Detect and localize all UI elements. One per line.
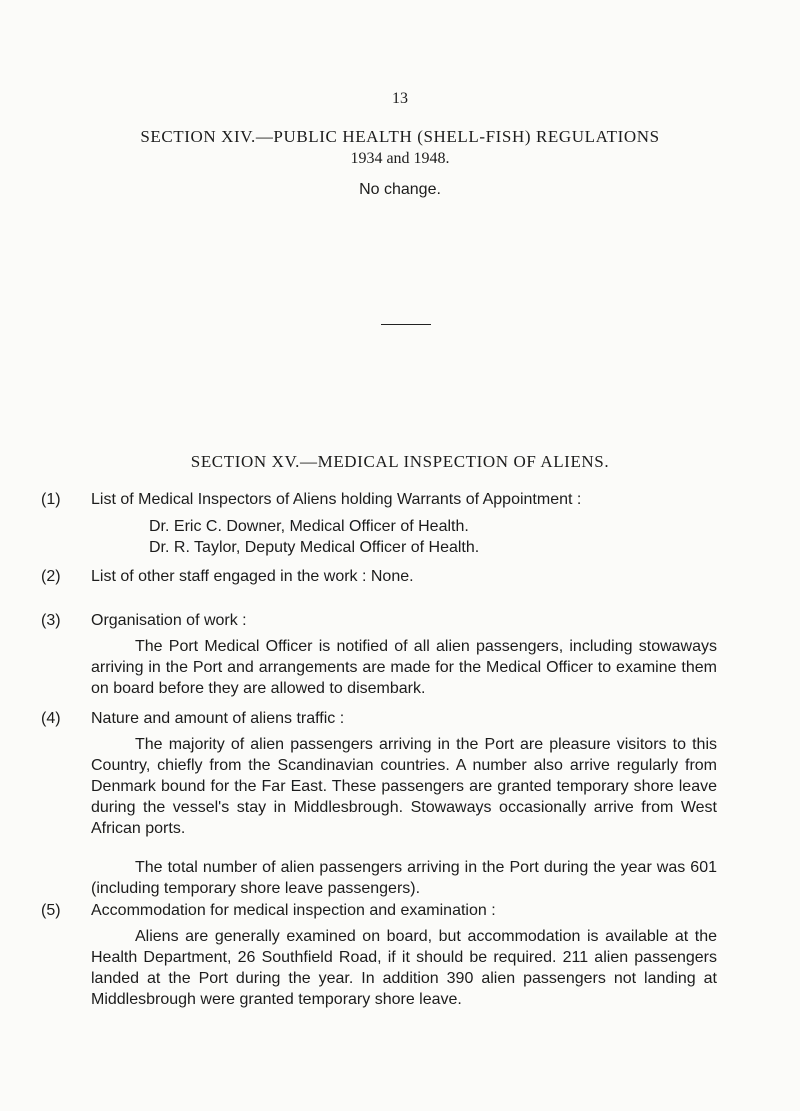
inspector-list: [149, 516, 479, 558]
item-number: (4): [41, 710, 61, 727]
inspector-entry: Dr. Eric C. Downer, Medical Officer of Health.: [149, 518, 469, 535]
paragraph-text: The majority of alien passengers arriving in the Port are pleasure visitors to this Country, chiefly from the Scandinavian countries. A number also arrive regularly from Denmark bound for the Far East. These passengers are granted temporary shore leave during the vessel's stay in Middlesbrough. Stowaways occasionally arrive from West African ports.: [91, 736, 717, 837]
page-number: 13: [392, 90, 408, 107]
item-heading: Accommodation for medical inspection and examination :: [91, 902, 496, 919]
item-heading: Nature and amount of aliens traffic :: [91, 710, 345, 727]
item-heading: Organisation of work :: [91, 612, 247, 629]
section-15-title: SECTION XV.—MEDICAL INSPECTION OF ALIENS.: [190, 452, 610, 471]
item-heading: List of other staff engaged in the work : None.: [91, 568, 414, 585]
section-divider: [381, 324, 431, 325]
paragraph-text: The total number of alien passengers arriving in the Port during the year was 601 (including temporary shore leave passengers).: [91, 859, 717, 897]
item-number: (1): [41, 491, 61, 508]
section-14-body: No change.: [359, 181, 441, 198]
section-14-title: SECTION XIV.—PUBLIC HEALTH (SHELL-FISH) REGULATIONS: [140, 127, 660, 146]
item-number: (3): [41, 612, 61, 629]
paragraph-text: Aliens are generally examined on board, but accommodation is available at the Health Department, 26 Southfield Road, if it should be required. 211 alien passengers landed at the Port during the year. In addition 390 alien passengers not landing at Middlesbrough were granted temporary shore leave.: [91, 928, 717, 1008]
section-14-subtitle: 1934 and 1948.: [350, 150, 450, 167]
item-number: (5): [41, 902, 61, 919]
item-number: (2): [41, 568, 61, 585]
item-paragraph: [91, 636, 717, 699]
paragraph-text: The Port Medical Officer is notified of all alien passengers, including stowaways arriving in the Port and arrangements are made for the Medical Officer to examine them on board before they are allowed to disembark.: [91, 638, 717, 697]
item-paragraph: [91, 734, 717, 899]
inspector-entry: Dr. R. Taylor, Deputy Medical Officer of Health.: [149, 539, 480, 556]
item-heading: List of Medical Inspectors of Aliens holding Warrants of Appointment :: [91, 491, 582, 508]
item-paragraph: [91, 926, 717, 1010]
